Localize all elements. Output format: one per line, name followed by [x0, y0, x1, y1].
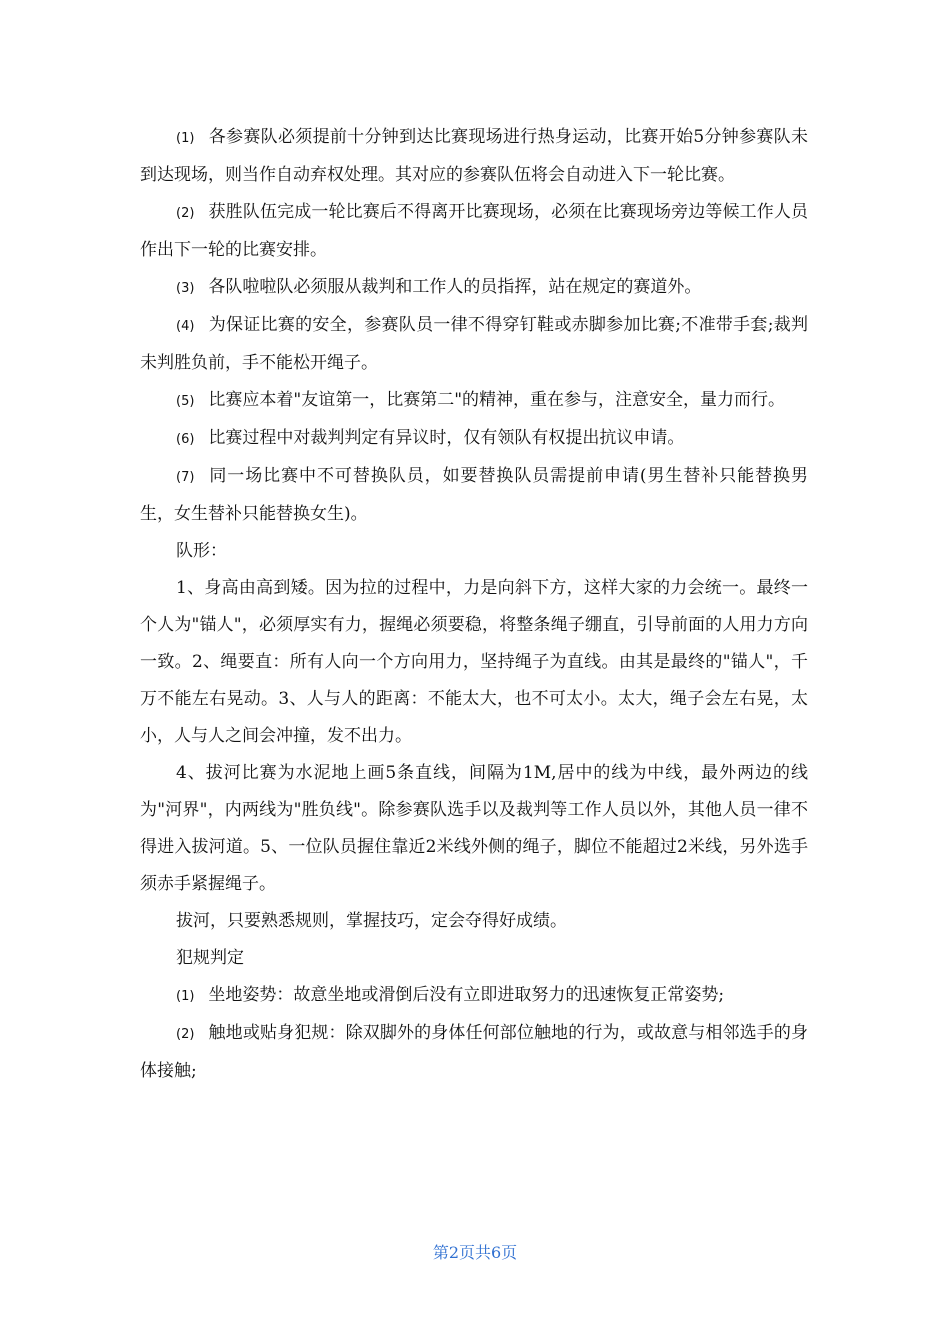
rule-number: (3) [176, 281, 195, 296]
rule-text: 为保证比赛的安全，参赛队员一律不得穿钉鞋或赤脚参加比赛;不准带手套;裁判未判胜负前，手不能松开绳子。 [140, 315, 808, 373]
formation-paragraph-2: 4、拔河比赛为水泥地上画5条直线，间隔为1M,居中的线为中线，最外两边的线为"河界"，内两线为"胜负线"。除参赛队选手以及裁判等工作人员以外，其他人员一律不得进入拔河道。5、一位队员握住靠近2米线外侧的绳子，脚位不能超过2米线，另外选手须赤手紧握绳子。 [140, 763, 808, 894]
closing-paragraph: 拔河，只要熟悉规则，掌握技巧，定会夺得好成绩。 [176, 911, 567, 931]
rule-number: (5) [176, 394, 195, 409]
foul-text: 触地或贴身犯规：除双脚外的身体任何部位触地的行为，或故意与相邻选手的身体接触; [140, 1023, 808, 1081]
rule-paragraph [140, 269, 808, 307]
formation-heading: 队形： [176, 541, 227, 561]
foul-number: (2) [176, 1027, 195, 1042]
rule-text: 比赛过程中对裁判判定有异议时，仅有领队有权提出抗议申请。 [208, 428, 685, 448]
rule-text: 各队啦啦队必须服从裁判和工作人的员指挥，站在规定的赛道外。 [208, 277, 702, 297]
rule-text: 比赛应本着"友谊第一，比赛第二"的精神，重在参与，注意安全，量力而行。 [208, 390, 786, 410]
rule-number: (2) [176, 206, 195, 221]
rule-number: (6) [176, 432, 195, 447]
rule-paragraph [140, 307, 808, 382]
rule-number: (1) [176, 131, 195, 146]
page-footer: 第2页共6页 [432, 1243, 518, 1262]
foul-item [140, 977, 808, 1015]
rule-paragraph [140, 194, 808, 269]
page-content [140, 119, 808, 1090]
rule-text: 获胜队伍完成一轮比赛后不得离开比赛现场，必须在比赛现场旁边等候工作人员作出下一轮的比赛安排。 [140, 202, 808, 260]
rule-text: 各参赛队必须提前十分钟到达比赛现场进行热身运动，比赛开始5分钟参赛队未到达现场，则当作自动弃权处理。其对应的参赛队伍将会自动进入下一轮比赛。 [140, 127, 808, 185]
rule-paragraph [140, 420, 808, 458]
fouls-heading: 犯规判定 [176, 948, 244, 968]
foul-text: 坐地姿势：故意坐地或滑倒后没有立即进取努力的迅速恢复正常姿势; [208, 985, 725, 1005]
foul-item [140, 1015, 808, 1090]
foul-number: (1) [176, 989, 195, 1004]
rule-number: (4) [176, 319, 195, 334]
formation-paragraph-1: 1、身高由高到矮。因为拉的过程中，力是向斜下方，这样大家的力会统一。最终一个人为"锚人"，必须厚实有力，握绳必须要稳，将整条绳子绷直，引导前面的人用力方向一致。2、绳要直：所有人向一个方向用力，坚持绳子为直线。由其是最终的"锚人"，千万不能左右晃动。3、人与人的距离：不能太大，也不可太小。太大，绳子会左右晃，太小，人与人之间会冲撞，发不出力。 [140, 578, 808, 746]
rule-number: (7) [176, 470, 195, 485]
rule-paragraph [140, 119, 808, 194]
rule-paragraph [140, 458, 808, 533]
rule-paragraph [140, 382, 808, 420]
rule-text: 同一场比赛中不可替换队员，如要替换队员需提前申请(男生替补只能替换男生，女生替补只能替换女生)。 [140, 466, 808, 524]
